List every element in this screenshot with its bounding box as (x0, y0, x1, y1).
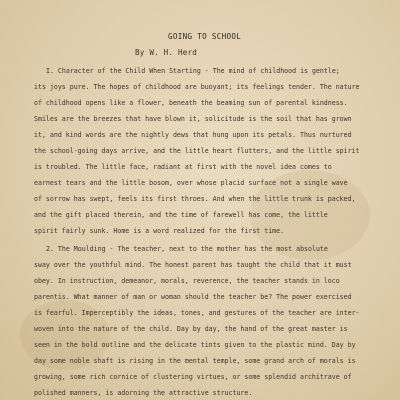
text-line: parentis. What manner of man or woman should the teacher be? The power exercised (34, 293, 352, 301)
text-line: spirit fairly sunk. Home is a word realized for the first time. (34, 227, 285, 235)
text-line: growing, some rich cornice of clustering virtues, or some splendid architrave of (34, 373, 352, 381)
text-line: and the gift placed therein, and the time of farewell has come, the little (34, 211, 328, 219)
text-line: of childhood opens like a flower, beneath the beaming sun of parental kindness. (34, 99, 348, 107)
text-line: earnest tears and the little bosom, over whose placid surface not a single wave (34, 179, 348, 187)
text-line: woven into the nature of the child. Day by day, the hand of the great master is (34, 325, 348, 333)
text-line: Smiles are the breezes that have blown it, solicitude is the soil that has grown (34, 115, 352, 123)
text-line: seen in the bold outline and the delicate tints given to the plastic mind. Day by (34, 341, 356, 349)
document-title: GOING TO SCHOOL (168, 32, 242, 41)
text-line: I. Character of the Child When Starting - The mind of childhood is gentle; (46, 67, 340, 75)
text-line: it, and kind words are the nightly dews that hung upon its petals. Thus nurtured (34, 131, 352, 139)
text-line: polished manners, is adorning the attractive structure. (34, 389, 253, 397)
text-line: obey. In instruction, demeanor, morals, reverence, the teacher stands in loco (34, 277, 340, 285)
text-line: day some noble shaft is rising in the mental temple, some grand arch of morals is (34, 357, 356, 365)
text-line: its joys pure. The hopes of childhood are buoyant; its feelings tender. The nature (34, 83, 360, 91)
text-line: of sorrow has swept, feels its first throes. And when the little trunk is packed, (34, 195, 356, 203)
text-line: sway over the youthful mind. The honest parent has taught the child that it must (34, 261, 352, 269)
text-line: is fearful. Imperceptibly the ideas, tones, and gestures of the teacher are inter- (34, 309, 360, 317)
text-line: the school-going days arrive, and the little heart flutters, and the little spirit (34, 147, 360, 155)
text-line: 2. The Moulding - The teacher, next to the mother has the most absolute (46, 245, 328, 253)
document-byline: By W. H. Herd (135, 48, 198, 57)
text-line: is troubled. The little face, radiant at first with the novel idea comes to (34, 163, 332, 171)
